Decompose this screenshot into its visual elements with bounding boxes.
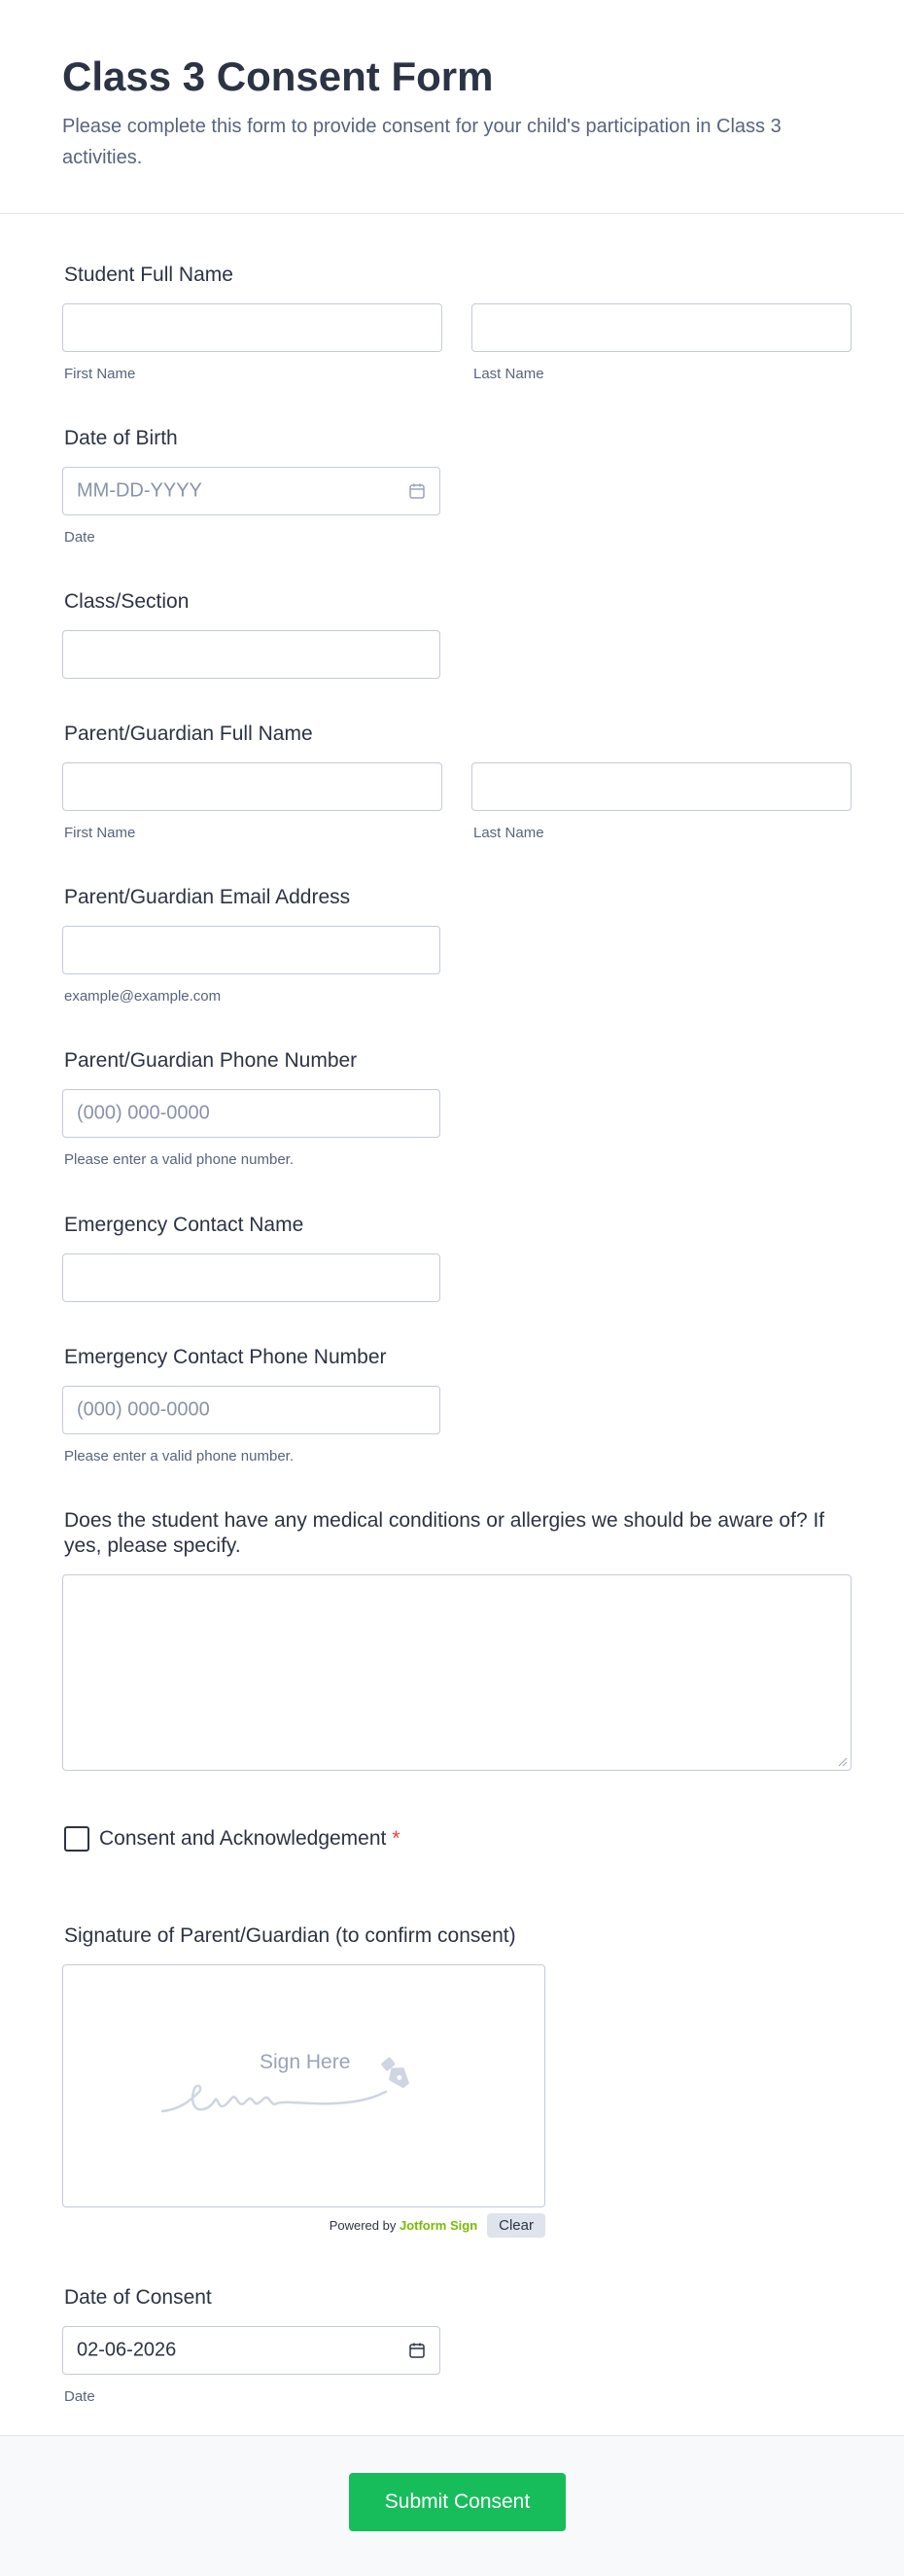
sublabel: Please enter a valid phone number.	[64, 1151, 294, 1168]
resize-handle-icon[interactable]	[838, 1757, 848, 1767]
class-section-field	[62, 589, 852, 679]
phone-placeholder: (000) 000-0000	[77, 1398, 210, 1421]
student-last-name-input[interactable]	[471, 303, 852, 352]
sublabel: First Name	[64, 366, 136, 382]
field-label: Parent/Guardian Email Address	[64, 886, 351, 908]
student-name-field	[62, 263, 852, 382]
powered-by-text: Powered by Jotform Sign	[329, 2218, 478, 2233]
field-label: Parent/Guardian Full Name	[64, 723, 313, 745]
field-label: Class/Section	[64, 590, 190, 613]
sublabel: Last Name	[473, 366, 544, 382]
field-label: Date of Birth	[64, 427, 178, 449]
emergency-name-input[interactable]	[62, 1253, 440, 1302]
field-label: Date of Consent	[64, 2286, 212, 2309]
consent-date-input[interactable]	[62, 2326, 440, 2375]
medical-field	[62, 1508, 852, 1771]
page-subtitle: Please complete this form to provide consent for your child's participation in Class 3 activities.	[62, 116, 782, 169]
consent-field	[62, 1826, 852, 1852]
submit-button[interactable]: Submit Consent	[349, 2473, 566, 2531]
phone-placeholder: (000) 000-0000	[77, 1102, 210, 1124]
sublabel: example@example.com	[64, 988, 222, 1005]
clear-signature-button[interactable]: Clear	[487, 2213, 545, 2238]
page-title: Class 3 Consent Form	[62, 53, 494, 99]
student-first-name-input[interactable]	[62, 303, 442, 352]
field-label: Emergency Contact Phone Number	[64, 1346, 387, 1368]
emergency-phone-input[interactable]	[62, 1386, 440, 1434]
parent-name-field	[62, 722, 852, 841]
calendar-icon[interactable]	[408, 482, 426, 500]
dob-placeholder: MM-DD-YYYY	[77, 479, 202, 502]
consent-checkbox[interactable]	[64, 1826, 89, 1852]
sign-here-text: Sign Here	[260, 2051, 351, 2073]
field-label: Emergency Contact Name	[64, 1214, 304, 1236]
signature-pad[interactable]	[62, 1964, 545, 2207]
jotform-sign-link[interactable]: Jotform Sign	[399, 2218, 478, 2233]
dob-input[interactable]	[62, 467, 440, 515]
parent-phone-input[interactable]	[62, 1089, 440, 1138]
form-footer	[0, 2435, 904, 2576]
parent-last-name-input[interactable]	[471, 762, 852, 811]
class-section-input[interactable]	[62, 630, 440, 679]
parent-email-field	[62, 885, 852, 1005]
field-label: Student Full Name	[64, 264, 233, 286]
field-label: Signature of Parent/Guardian (to confirm consent)	[64, 1924, 516, 1947]
parent-first-name-input[interactable]	[62, 762, 442, 811]
consent-date-value: 02-06-2026	[77, 2339, 177, 2361]
field-label: Parent/Guardian Phone Number	[64, 1049, 358, 1072]
dob-field	[62, 426, 852, 546]
medical-textarea[interactable]	[62, 1574, 852, 1771]
emergency-phone-field	[62, 1345, 852, 1464]
signature-scribble-icon	[160, 2053, 433, 2131]
signature-field	[62, 1923, 852, 2238]
form-header	[0, 0, 904, 214]
consent-date-field	[62, 2285, 852, 2405]
sublabel: First Name	[64, 825, 136, 841]
field-label: Does the student have any medical conditions or allergies we should be aware of? If yes, please specify.	[64, 1509, 825, 1557]
consent-label[interactable]: Consent and Acknowledgement	[99, 1827, 387, 1850]
sublabel: Please enter a valid phone number.	[64, 1448, 294, 1464]
email-field[interactable]	[62, 926, 440, 974]
emergency-name-field	[62, 1213, 852, 1302]
sublabel: Last Name	[473, 825, 544, 841]
required-marker: *	[392, 1827, 400, 1850]
sublabel: Date	[64, 2388, 95, 2405]
parent-phone-field	[62, 1048, 852, 1168]
sublabel: Date	[64, 529, 95, 546]
calendar-icon[interactable]	[408, 2342, 426, 2359]
